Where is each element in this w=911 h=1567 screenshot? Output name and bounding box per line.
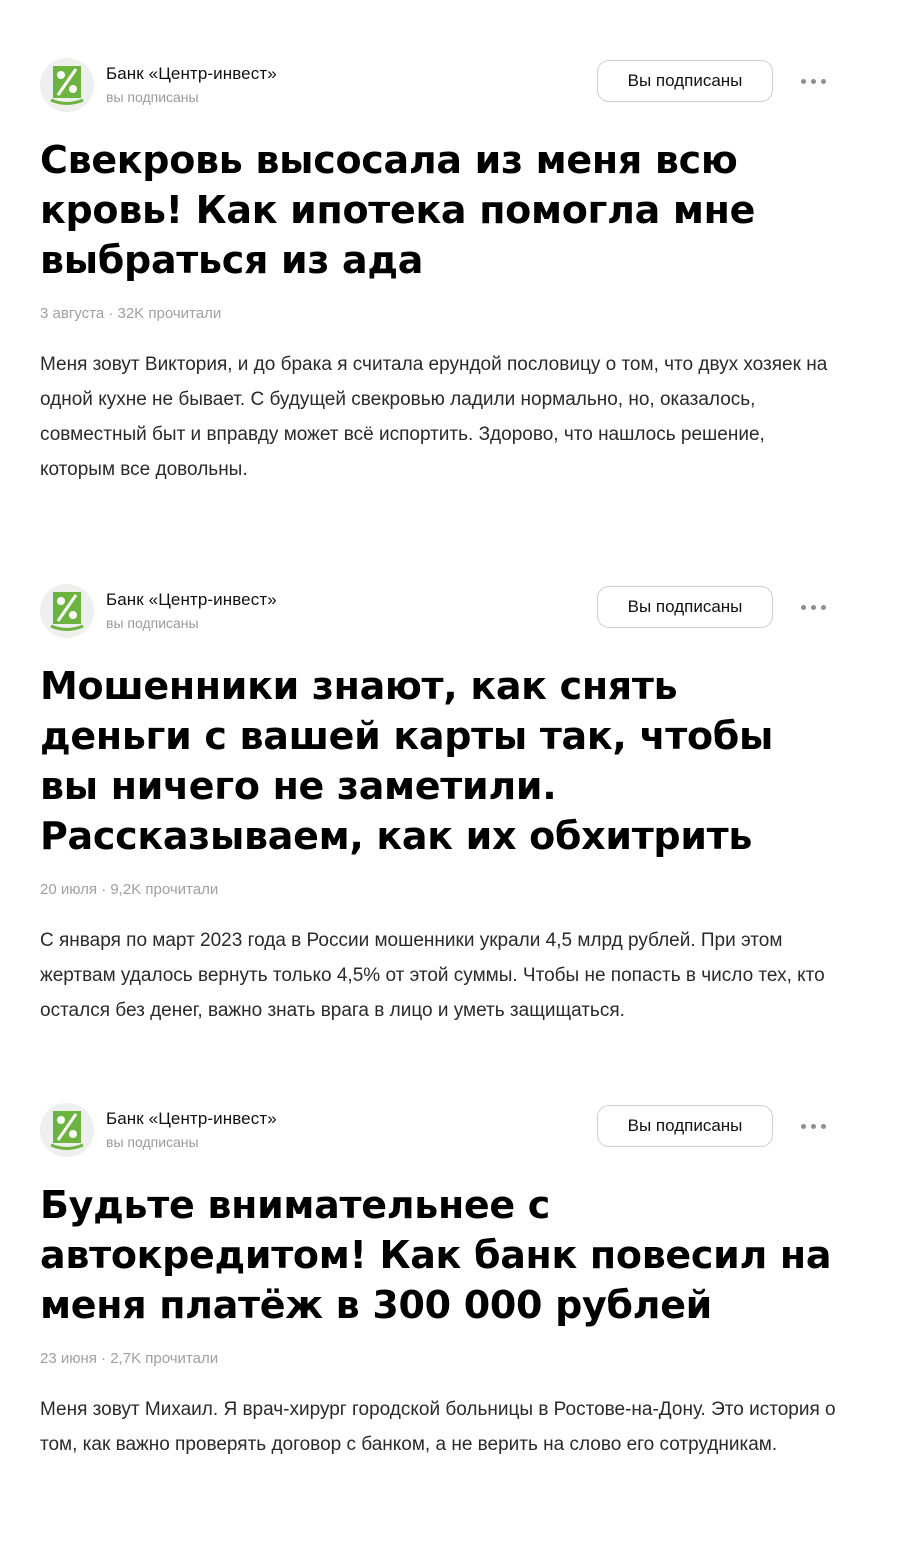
article-card [40,1103,840,1462]
bank-logo-icon [40,58,94,112]
article-title[interactable]: Будьте внимательнее с автокредитом! Как банк повесил на меня платёж в 300 000 рублей [40,1183,832,1327]
card-header [40,1103,840,1159]
article-snippet[interactable]: С января по март 2023 года в России мошенники украли 4,5 млрд рублей. При этом жертвам удалось вернуть только 4,5% от этой суммы. Чтобы не попасть в число тех, кто остался без денег, важно знать врага в лицо и уметь защищаться. [40,930,825,1021]
channel-avatar[interactable] [40,1103,94,1157]
channel-name[interactable]: Банк «Центр-инвест» [106,1109,277,1128]
channel-name[interactable]: Банк «Центр-инвест» [106,64,277,83]
channel-name[interactable]: Банк «Центр-инвест» [106,590,277,609]
channel-avatar[interactable] [40,584,94,638]
subscribed-button[interactable]: Вы подписаны [597,586,773,628]
more-options-button[interactable] [795,1115,831,1137]
bank-logo-icon [40,1103,94,1157]
channel-avatar[interactable] [40,58,94,112]
bank-logo-icon [40,584,94,638]
subscription-status: вы подписаны [106,615,199,631]
more-options-button[interactable] [795,596,831,618]
subscription-status: вы подписаны [106,1134,199,1150]
subscribed-button[interactable]: Вы подписаны [597,1105,773,1147]
article-card [40,58,840,487]
article-card [40,584,840,1028]
article-title[interactable]: Мошенники знают, как снять деньги с вашей карты так, чтобы вы ничего не заметили. Рассказываем, как их обхитрить [40,664,774,858]
subscription-status: вы подписаны [106,89,199,105]
card-header [40,58,840,114]
article-meta: 3 августа · 32K прочитали [40,305,222,322]
subscribed-button[interactable]: Вы подписаны [597,60,773,102]
card-header [40,584,840,640]
article-snippet[interactable]: Меня зовут Михаил. Я врач-хирург городской больницы в Ростове-на-Дону. Это история о том, как важно проверять договор с банком, а не верить на слово его сотрудникам. [40,1399,836,1455]
article-meta: 20 июля · 9,2K прочитали [40,881,219,898]
more-horizontal-icon [801,1124,826,1129]
more-horizontal-icon [801,79,826,84]
article-title[interactable]: Свекровь высосала из меня всю кровь! Как ипотека помогла мне выбраться из ада [40,138,756,282]
article-snippet[interactable]: Меня зовут Виктория, и до брака я считала ерундой пословицу о том, что двух хозяек на одной кухне не бывает. С будущей свекровью ладили нормально, но, оказалось, совместный быт и вправду может всё испортить. Здорово, что нашлось решение, которым все довольны. [40,354,828,480]
more-horizontal-icon [801,605,826,610]
article-meta: 23 июня · 2,7K прочитали [40,1350,219,1367]
more-options-button[interactable] [795,70,831,92]
